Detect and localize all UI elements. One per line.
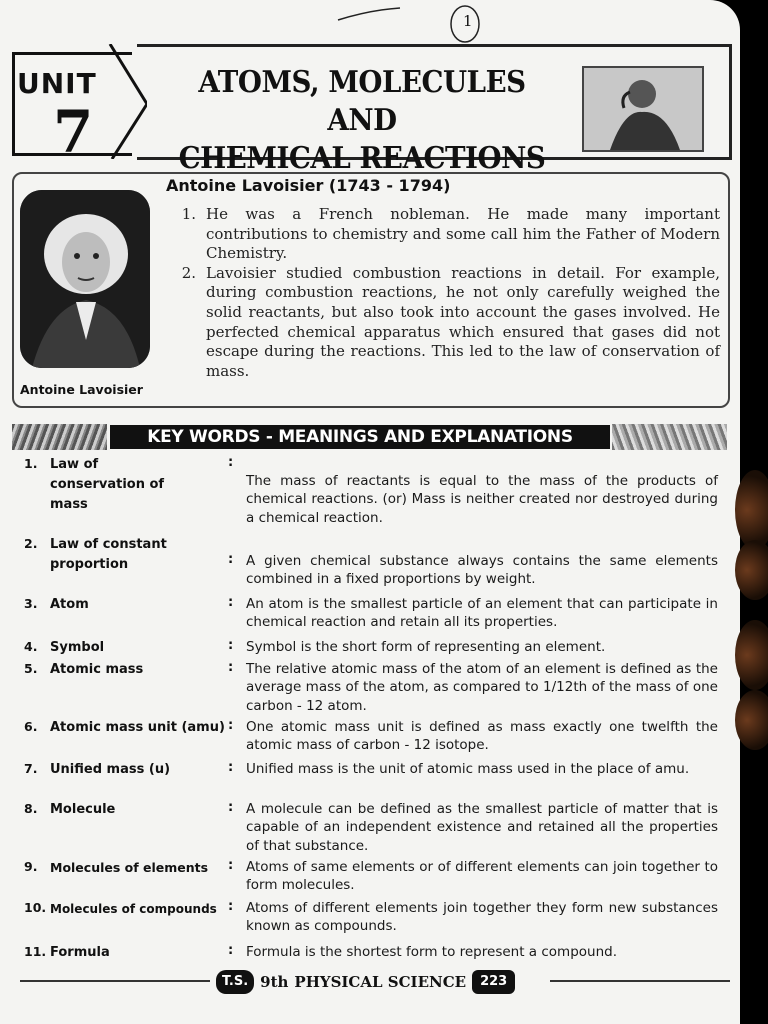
definition-number: 8. xyxy=(24,801,38,816)
definition-number: 3. xyxy=(24,596,38,611)
edge-shadow xyxy=(735,620,768,690)
key-words-banner xyxy=(12,420,727,454)
definition-row xyxy=(24,535,724,589)
definition-term: Atom xyxy=(50,597,89,612)
list-item xyxy=(172,205,720,264)
section-title: KEY WORDS - MEANINGS AND EXPLANATIONS xyxy=(110,425,610,449)
definition-term: Unified mass (u) xyxy=(50,762,171,777)
definition-term: Atomic mass unit (amu) xyxy=(50,720,225,735)
definition-row xyxy=(24,943,724,963)
definition-term: Formula xyxy=(50,945,110,960)
portrait-caption: Antoine Lavoisier xyxy=(20,382,143,397)
definition-row xyxy=(24,638,724,658)
biography-heading: Antoine Lavoisier (1743 - 1794) xyxy=(162,176,454,195)
definition-row xyxy=(24,455,724,527)
definition-number: 6. xyxy=(24,719,38,734)
chapter-header xyxy=(12,44,732,176)
definition-number: 4. xyxy=(24,639,38,654)
unit-label: UNIT xyxy=(17,67,97,100)
definition-text: The relative atomic mass of the atom of an element is defined as the average mass of the atom, as compared to 1/12th of the mass of one carbon - 12 atom. xyxy=(246,661,718,714)
definition-text: Unified mass is the unit of atomic mass used in the place of amu. xyxy=(246,761,690,777)
unit-diagonal-decoration xyxy=(12,44,147,166)
footer-rule-right xyxy=(550,980,730,982)
definition-number: 2. xyxy=(24,536,38,551)
grade-label: 9th xyxy=(260,973,289,991)
list-item xyxy=(172,264,720,382)
definition-number: 9. xyxy=(24,859,38,874)
definition-number: 5. xyxy=(24,661,38,676)
colon: : xyxy=(228,595,234,610)
chapter-title xyxy=(164,64,560,178)
banner-texture-right xyxy=(612,424,727,450)
chapter-title-line1: ATOMS, MOLECULES AND xyxy=(198,65,526,138)
definition-term: Law of conservation of mass xyxy=(50,457,165,512)
footer-rule-left xyxy=(20,980,210,982)
handwritten-page-marker: 1 xyxy=(463,12,473,30)
definition-text: An atom is the smallest particle of an element that can participate in chemical reaction and retain all its properties. xyxy=(246,596,718,631)
item-number: 2. xyxy=(181,263,196,282)
biography-list xyxy=(172,205,720,381)
page-number: 223 xyxy=(472,970,515,994)
footer-label xyxy=(216,970,515,994)
definition-term: Symbol xyxy=(50,640,105,655)
banner-texture-left xyxy=(12,424,107,450)
colon: : xyxy=(228,858,234,873)
colon: : xyxy=(228,943,234,958)
definition-text: Symbol is the short form of representing an element. xyxy=(246,639,606,655)
definition-number: 10. xyxy=(24,900,47,915)
definition-number: 11. xyxy=(24,944,47,959)
chapter-title-line2: CHEMICAL REACTIONS xyxy=(178,141,546,176)
scientist-portrait-small xyxy=(582,66,704,152)
definition-term: Atomic mass xyxy=(50,662,144,677)
definition-row xyxy=(24,595,724,632)
colon: : xyxy=(228,899,234,914)
item-number: 1. xyxy=(181,205,196,223)
definition-row xyxy=(24,660,724,715)
definition-text: A given chemical substance always contains the same elements combined in a fixed proportions by weight. xyxy=(246,553,718,588)
handwritten-scribble xyxy=(330,2,480,47)
edge-shadow xyxy=(735,690,768,750)
definition-row xyxy=(24,800,724,855)
definition-term: Law of constant proportion xyxy=(50,537,167,572)
definition-text: A molecule can be defined as the smallest particle of matter that is capable of an independent existence and retained all the properties of that substance. xyxy=(246,801,718,854)
series-badge: T.S. xyxy=(216,970,254,994)
definition-text: One atomic mass unit is defined as mass exactly one twelfth the atomic mass of carbon - 12 isotope. xyxy=(246,719,718,754)
definition-row xyxy=(24,760,724,780)
colon: : xyxy=(228,638,234,653)
definition-term: Molecules of elements xyxy=(50,860,209,875)
colon: : xyxy=(228,455,234,470)
definition-number: 7. xyxy=(24,761,38,776)
definition-term: Molecules of compounds xyxy=(50,902,217,916)
edge-shadow xyxy=(735,470,768,550)
colon: : xyxy=(228,800,234,815)
item-text: Lavoisier studied combustion reactions in detail. For example, during combustion reactions, he not only carefully weighed the solid reactants, but also took into account the gases involved. He perfected chemical apparatus which ensured that gases did not escape during the reactions. This led to the law of conservation of mass. xyxy=(206,263,720,380)
item-text: He was a French nobleman. He made many important contributions to chemistry and some call him the Father of Modern Chemistry. xyxy=(206,205,720,263)
definition-row xyxy=(24,899,724,936)
definition-text: Atoms of same elements or of different elements can join together to form molecules. xyxy=(246,859,718,894)
colon: : xyxy=(228,718,234,733)
edge-shadow xyxy=(735,540,768,600)
definition-number: 1. xyxy=(24,456,38,471)
colon: : xyxy=(228,660,234,675)
definition-row xyxy=(24,858,724,895)
definition-row xyxy=(24,718,724,755)
subject-label: PHYSICAL SCIENCE xyxy=(294,973,467,991)
definition-text: Formula is the shortest form to represent a compound. xyxy=(246,944,617,960)
definition-text: Atoms of different elements join together they form new substances known as compounds. xyxy=(246,900,718,935)
definition-text: The mass of reactants is equal to the mass of the products of chemical reactions. (or) Mass is neither created nor destroyed during a chemical reaction. xyxy=(246,473,718,526)
colon: : xyxy=(228,760,234,775)
page-footer xyxy=(20,970,730,1000)
lavoisier-portrait xyxy=(20,190,150,368)
unit-number: 7 xyxy=(53,98,94,166)
colon: : xyxy=(228,552,234,567)
definition-term: Molecule xyxy=(50,802,116,817)
